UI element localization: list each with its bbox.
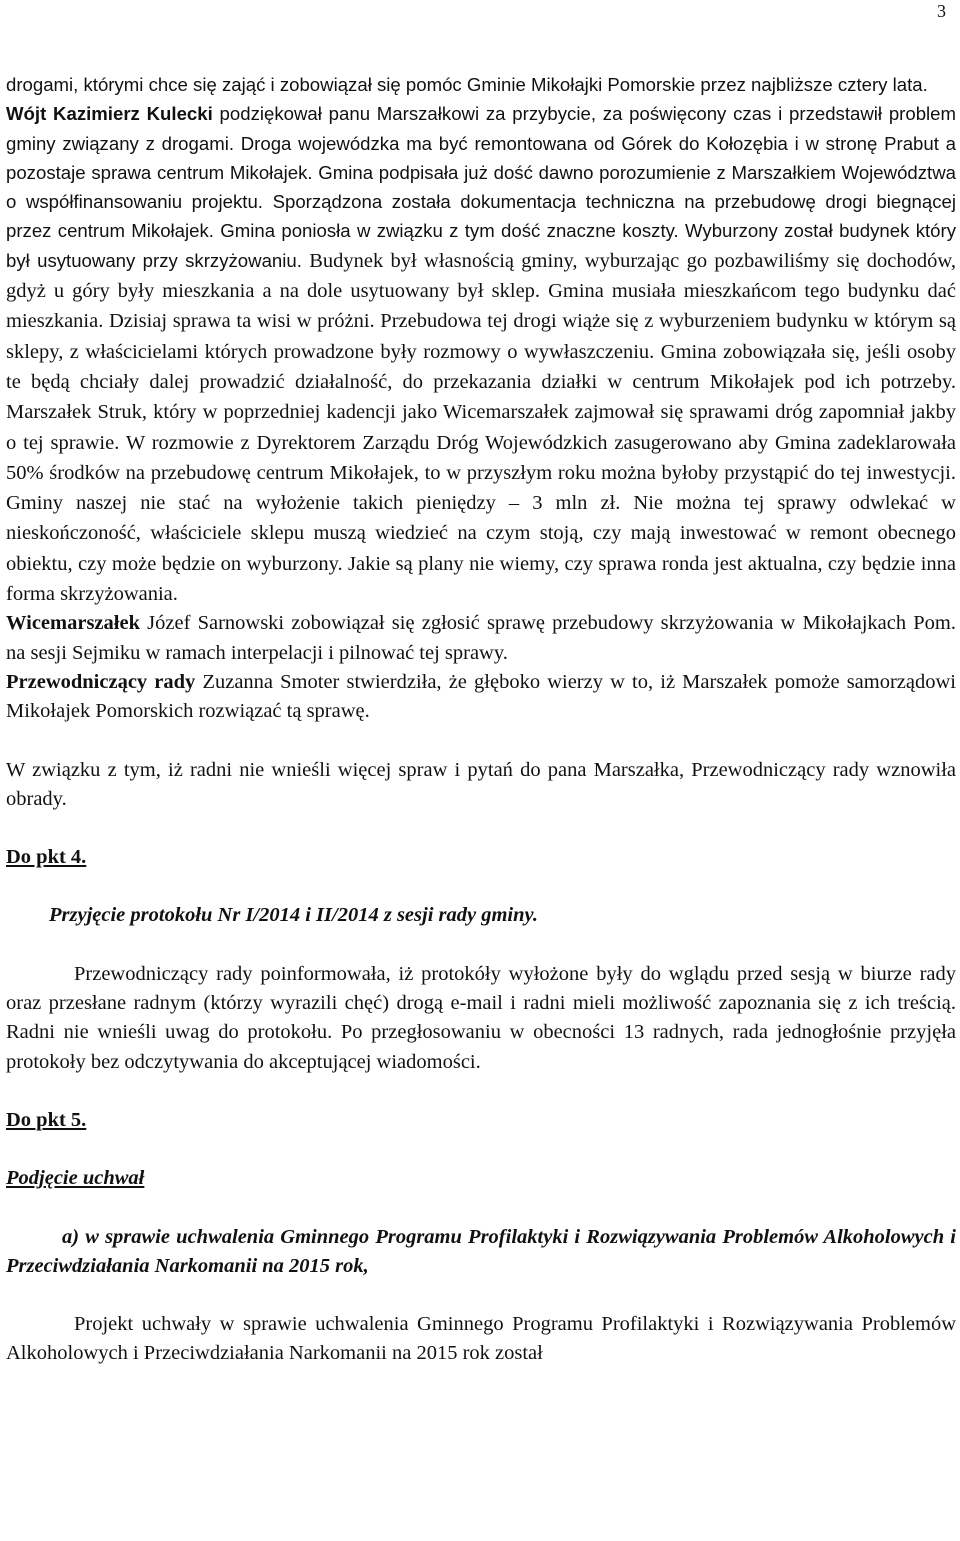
page-number: 3: [937, 1, 946, 21]
heading-pkt5: Do pkt 5.: [6, 1108, 87, 1131]
wicemarszalek-label: Wicemarszałek: [6, 612, 140, 635]
paragraph-intro: [6, 70, 956, 609]
document-body: [6, 70, 956, 1369]
paragraph-pkt4-body: Przewodniczący rady poinformowała, iż protokóły wyłożone były do wglądu przed sesją w biurze rady oraz przesłane radnym (którzy wyrazili chęć) drogą e-mail i radni mieli możliwość zapoznania się z ich treścią. Radni nie wnieśli uwag do protokołu. Po przegłosowaniu w obecności 13 radnych, rada jednogłośnie przyjęła protokoły bez odczytywania do akceptującej wiadomości.: [6, 962, 956, 1073]
title-pkt4: Przyjęcie protokołu Nr I/2014 i II/2014 z sesji rady gminy.: [49, 904, 538, 927]
paragraph-pkt5-body: Projekt uchwały w sprawie uchwalenia Gminnego Programu Profilaktyki i Rozwiązywania Problemów Alkoholowych i Przeciwdziałania Narkomanii na 2015 rok został: [6, 1313, 956, 1365]
paragraph-przewodniczacy: [6, 668, 956, 727]
przewodniczacy-text: Zuzanna Smoter stwierdziła, że głęboko wierzy w to, iż Marszałek pomoże samorządowi Mikołajek Pomorskich rozwiązać tą sprawę.: [6, 670, 956, 723]
wicemarszalek-text: Józef Sarnowski zobowiązał się zgłosić sprawę przebudowy skrzyżowania w Mikołajkach Pom. na sesji Sejmiku w ramach interpelacji i pilnować tej sprawy.: [6, 612, 956, 664]
przewodniczacy-label: Przewodniczący rady: [6, 670, 196, 693]
wojt-text-continued: Budynek był własnością gminy, wyburzając go pozbawiliśmy się dochodów, gdyż u góry były mieszkania a na dole usytuowany był sklep. Gmina musiała mieszkańcom tego budynku dać mieszkania. Dzisiaj sprawa ta wisi w próżni. Przebudowa tej drogi wiąże się z wyburzeniem budynku w którym są sklepy, z właścicielami których prowadzone były rozmowy o wywłaszczeniu. Gmina zobowiązała się, jeśli osoby te będą chciały dalej prowadzić działalność, do przekazania działki w centrum Mikołajek pod ich potrzeby. Marszałek Struk, który w poprzedniej kadencji jako Wicemarszałek zajmował się sprawami dróg zapomniał jakby o tej sprawie. W rozmowie z Dyrektorem Zarządu Dróg Wojewódzkich zasugerowano aby Gmina zadeklarowała 50% środków na przebudowę centrum Mikołajek, to w przyszłym roku można byłoby przystąpić do tej inwestycji. Gminy naszej nie stać na wyłożenie takich pieniędzy – 3 mln zł. Nie można tej sprawy odwlekać w nieskończoność, właściciele sklepu muszą wiedzieć na czym stoją, czy mają inwestować w remont obecnego obiektu, czy może będzie on wyburzony. Jakie są plany nie wiemy, czy sprawa ronda jest aktualna, czy będzie inna forma skrzyżowania.: [6, 249, 956, 606]
paragraph-obrady: W związku z tym, iż radni nie wnieśli więcej spraw i pytań do pana Marszałka, Przewodniczący rady wznowiła obrady.: [6, 758, 956, 810]
intro-line: drogami, którymi chce się zająć i zobowiązał się pomóc Gminie Mikołajki Pomorskie przez najbliższe cztery lata.: [6, 74, 928, 95]
subheading-pkt5: Podjęcie uchwał: [6, 1167, 145, 1190]
heading-pkt4: Do pkt 4.: [6, 846, 87, 869]
wojt-name: Wójt Kazimierz Kulecki: [6, 103, 213, 125]
item-a: a) w sprawie uchwalenia Gminnego Programu Profilaktyki i Rozwiązywania Problemów Alkoholowych i Przeciwdziałania Narkomanii na 2015 rok,: [6, 1225, 956, 1277]
wojt-text: podziękował panu Marszałkowi za przybycie, za poświęcony czas i przedstawił problem gminy związany z drogami. Droga wojewódzka ma być remontowana od Górek do Kołozębia i w stronę Prabut a pozostaje sprawa centrum Mikołajek. Gmina podpisała już dość dawno porozumienie z Marszałkiem Województwa o współfinansowaniu projektu. Sporządzona została dokumentacja techniczna na przebudowę drogi biegnącej przez centrum Mikołajek. Gmina poniosła w związku z tym dość znaczne koszty. Wyburzony został budynek który był usytuowany przy skrzyżowaniu.: [6, 103, 956, 271]
paragraph-wicemarszalek: [6, 609, 956, 668]
